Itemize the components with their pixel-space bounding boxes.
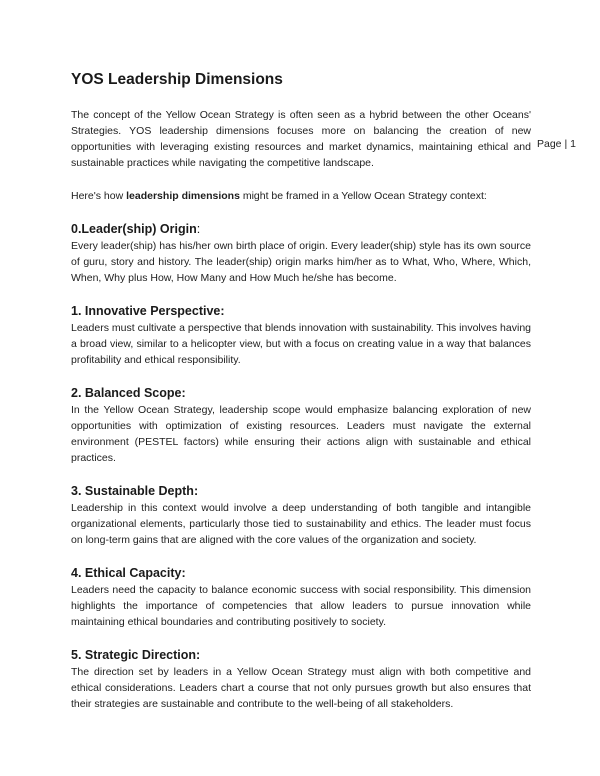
section-heading-suffix: : <box>196 222 201 236</box>
section-body: Leadership in this context would involve a deep understanding of both tangible and intangible organizational elements, particularly those tied to sustainability and ethics. The leader must focus on long-term gains that are aligned with the core values of the organization and society. <box>71 502 531 546</box>
section-body: Every leader(ship) has his/her own birth place of origin. Every leader(ship) style has its own source of guru, story and history. The leader(ship) origin marks him/her as to What, Who, Where, Which, When, Why plus How, How Many and How Much he/she has become. <box>71 240 531 284</box>
section-origin <box>71 221 531 286</box>
section-heading <box>71 221 531 238</box>
document-content <box>71 70 531 729</box>
section-heading <box>71 565 531 582</box>
section-body: The direction set by leaders in a Yellow Ocean Strategy must align with both competitive and ethical considerations. Leaders chart a course that not only pursues growth but also ensures that their strategies are sustainable and contribute to the well-being of all stakeholders. <box>71 666 531 710</box>
section-body: Leaders need the capacity to balance economic success with social responsibility. This dimension highlights the importance of competencies that allow leaders to pursue innovation while maintaining ethical boundaries and contributing positively to society. <box>71 584 531 628</box>
section-body: In the Yellow Ocean Strategy, leadership scope would emphasize balancing exploration of new opportunities with optimization of existing resources. Leaders must navigate the external environment (PESTEL factors) while ensuring their actions align with sustainable and ethical practices. <box>71 404 531 464</box>
lead-in-bold: leadership dimensions <box>126 190 240 202</box>
document-title: YOS Leadership Dimensions <box>71 71 283 88</box>
section-heading-text: 0.Leader(ship) Origin <box>71 222 197 236</box>
section-heading-text: 5. Strategic Direction: <box>71 648 201 662</box>
section-balanced-scope <box>71 385 531 466</box>
section-ethical-capacity <box>71 565 531 630</box>
section-heading <box>71 647 531 664</box>
section-strategic-direction <box>71 647 531 712</box>
lead-in-paragraph <box>71 188 531 204</box>
section-heading <box>71 385 531 402</box>
section-heading-text: 3. Sustainable Depth: <box>71 484 199 498</box>
section-innovative-perspective <box>71 303 531 368</box>
lead-in-prefix: Here's how <box>71 190 127 202</box>
section-heading <box>71 483 531 500</box>
section-heading-text: 1. Innovative Perspective: <box>71 304 225 318</box>
lead-in-suffix: might be framed in a Yellow Ocean Strategy context: <box>239 190 487 202</box>
intro-paragraph: The concept of the Yellow Ocean Strategy is often seen as a hybrid between the other Oceans' Strategies. YOS leadership dimensions focuses more on balancing the creation of new opportunities with leveraging existing resources and market dynamics, maintaining ethical and sustainable practices while navigating the competitive landscape. <box>71 109 531 169</box>
section-heading <box>71 303 531 320</box>
section-sustainable-depth <box>71 483 531 548</box>
section-heading-text: 2. Balanced Scope: <box>71 386 186 400</box>
page-number: Page | 1 <box>537 138 576 150</box>
section-body: Leaders must cultivate a perspective that blends innovation with sustainability. This involves having a broad view, similar to a helicopter view, but with a focus on creating value in a way that balances profitability and ethical responsibility. <box>71 322 531 366</box>
section-heading-text: 4. Ethical Capacity: <box>71 566 186 580</box>
